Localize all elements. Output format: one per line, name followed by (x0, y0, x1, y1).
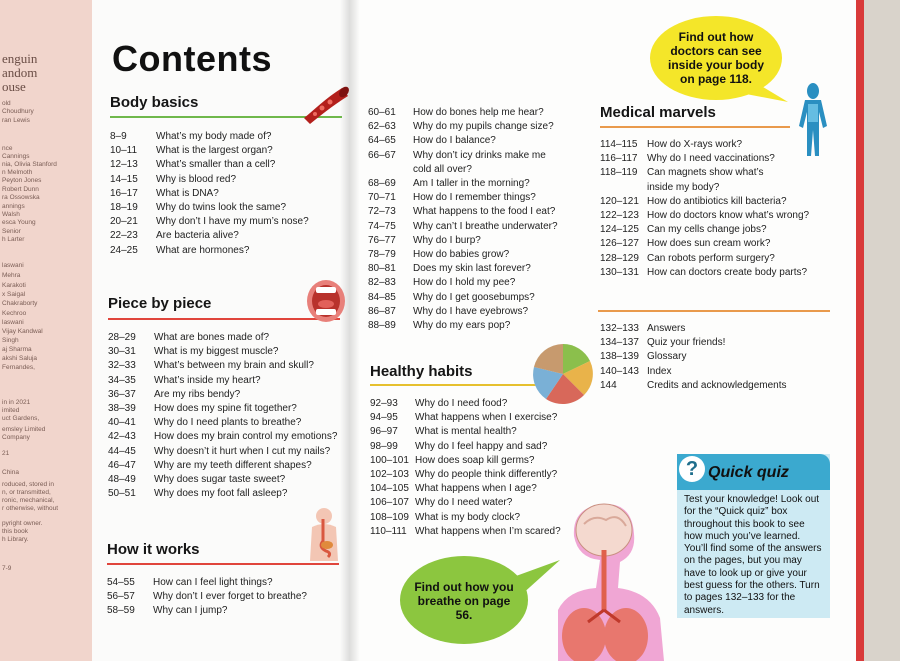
toc-entry (600, 252, 809, 266)
toc-page-number: 56–57 (107, 591, 135, 603)
toc-entry-title: Credits and acknowledgements (647, 379, 787, 391)
table-surface (864, 0, 900, 661)
toc-page-number: 134–137 (600, 337, 639, 349)
toc-entry-title: What happens when I exercise? (415, 412, 558, 424)
toc-entry (600, 336, 787, 350)
toc-entry-title: Why do my pupils change size? (413, 121, 554, 133)
mouth-teeth-icon (305, 278, 347, 324)
toc-page-number: 108–109 (370, 511, 409, 523)
toc-entry-title: Why do I need vaccinations? (647, 153, 775, 165)
toc-entry (108, 416, 337, 430)
toc-page-number: 16–17 (110, 187, 138, 199)
toc-entry (110, 244, 309, 258)
toc-entry-title: How do I remember things? (413, 192, 536, 204)
toc-entry (600, 209, 809, 223)
copyright-line: n, or transmitted, (2, 489, 51, 496)
cover-red-edge (856, 0, 864, 661)
toc-page-number: 76–77 (368, 234, 396, 246)
copyright-line: Walsh (2, 211, 20, 218)
toc-page-number: 88–89 (368, 320, 396, 332)
toc-page-number: 70–71 (368, 192, 396, 204)
toc-entry (110, 229, 309, 243)
toc-page-number: 124–125 (600, 224, 639, 236)
quick-quiz-title: Quick quiz (708, 464, 789, 481)
toc-entry-title: Why don’t I ever forget to breathe? (153, 591, 307, 603)
question-icon: ? (679, 456, 705, 482)
toc-page-number: 64–65 (368, 135, 396, 147)
copyright-line: 21 (2, 450, 10, 457)
toc-entry-title: How do doctors know what’s wrong? (647, 210, 810, 222)
toc-entry (368, 106, 558, 120)
toc-list-how-it-works-continued (368, 106, 558, 333)
toc-entry-title: What happens when I’m scared? (415, 525, 561, 537)
toc-entry-title: Why do I need plants to breathe? (154, 417, 302, 429)
toc-entry-title: Answers (647, 323, 686, 334)
toc-page-number: 130–131 (600, 266, 639, 278)
toc-entry (108, 374, 337, 388)
copyright-line: annings (2, 203, 25, 210)
toc-entry-title: How does sun cream work? (647, 238, 771, 250)
toc-list-medical-marvels (600, 138, 809, 280)
toc-entry-title: Glossary (647, 351, 687, 363)
toc-page-number: 38–39 (108, 403, 136, 415)
toc-page-number: 86–87 (368, 305, 396, 317)
toc-page-number: 118–119 (600, 167, 638, 179)
toc-entry-title: How can doctors create body parts? (647, 266, 808, 278)
toc-page-number: 128–129 (600, 252, 639, 264)
copyright-line: Chakraborty (2, 300, 38, 307)
toc-entry (110, 187, 309, 201)
copyright-line: Karakoti (2, 282, 26, 289)
toc-entry-title: What is DNA? (156, 187, 219, 199)
digestive-body-icon (306, 507, 342, 561)
toc-list-how-it-works (107, 576, 307, 619)
toc-entry-title: Why does my foot fall asleep? (154, 488, 288, 500)
callout-breathe-text: Find out how you breathe on page 56. (414, 580, 514, 622)
toc-entry-title: Why do I burp? (413, 234, 481, 246)
toc-entry (108, 430, 337, 444)
toc-page-number: 50–51 (108, 488, 136, 500)
toc-entry-title: Why can I jump? (153, 605, 228, 617)
copyright-line: this book (2, 528, 29, 535)
publisher-line: enguin (2, 51, 38, 66)
toc-page-number: 10–11 (110, 145, 138, 157)
quick-quiz-text: Test your knowledge! Look out for the “Quick quiz” box throughout this book to see how much you’ve learned. You’ll find some of the answers on the pages, but you may have to look up or give your best guess for the others. Turn to pages 132–133 for the answers. (684, 494, 822, 616)
toc-entry (368, 220, 558, 234)
copyright-line: in in 2021 (2, 399, 31, 406)
toc-entry (368, 305, 558, 319)
toc-entry-title: What’s between my brain and skull? (154, 360, 314, 372)
toc-entry (107, 576, 307, 590)
back-matter-divider (598, 310, 830, 312)
toc-entry-title: How does my brain control my emotions? (154, 431, 338, 443)
section-title-piece-by-piece: Piece by piece (108, 295, 212, 312)
toc-list-piece-by-piece (108, 331, 337, 501)
toc-entry (108, 388, 337, 402)
toc-entry-title: What’s smaller than a cell? (156, 159, 276, 171)
toc-page-number: 20–21 (110, 216, 138, 228)
toc-page-number: 102–103 (370, 469, 409, 481)
toc-entry (108, 459, 337, 473)
copyright-line: Mehra (2, 272, 21, 279)
toc-page-number: 140–143 (600, 365, 639, 377)
toc-page-number: 96–97 (370, 426, 398, 438)
toc-entry-title: What happens to the food I eat? (413, 206, 556, 218)
toc-entry-title: Why is blood red? (156, 173, 237, 185)
copyright-line: Choudhury (2, 108, 34, 115)
toc-entry-title: Why don’t I have my mum’s nose? (156, 216, 309, 228)
copyright-line: h Library. (2, 536, 29, 543)
toc-entry (108, 345, 337, 359)
toc-entry-title: How do antibiotics kill bacteria? (647, 195, 787, 207)
toc-page-number: 58–59 (107, 605, 135, 617)
toc-page-number: 22–23 (110, 230, 138, 242)
copyright-line: Cannings (2, 153, 30, 160)
copyright-line: nce (2, 145, 13, 152)
copyright-line: x Saigal (2, 291, 26, 298)
copyright-line: laswani (2, 319, 24, 326)
toc-entry (368, 177, 558, 191)
toc-page-number: 48–49 (108, 474, 136, 486)
callout-doctors-text: Find out how doctors can see inside your body on page 118. (667, 30, 764, 86)
copyright-line: Senior (2, 228, 21, 235)
toc-entry-title: What are hormones? (156, 244, 250, 256)
toc-entry (600, 266, 809, 280)
toc-entry-title: inside my body? (647, 181, 720, 193)
toc-entry (370, 411, 561, 425)
toc-entry-title: How do babies grow? (413, 249, 510, 261)
toc-entry (600, 350, 787, 364)
toc-entry-title: What’s inside my heart? (154, 374, 261, 386)
toc-page-number: 36–37 (108, 388, 136, 400)
copyright-line: aj Sharma (2, 346, 32, 353)
copyright-line: h Larter (2, 236, 25, 243)
toc-page-number: 100–101 (370, 454, 409, 466)
copyright-line: Robert Dunn (2, 186, 39, 193)
toc-page-number: 8–9 (110, 131, 127, 142)
toc-page-number: 62–63 (368, 121, 396, 133)
toc-entry (108, 473, 337, 487)
toc-page-number: 32–33 (108, 360, 136, 372)
toc-page-number: 54–55 (107, 577, 135, 588)
toc-page-number: 82–83 (368, 277, 396, 289)
toc-page-number: 68–69 (368, 178, 396, 190)
copyright-line: Singh (2, 337, 19, 344)
copyright-line: Fernandes, (2, 364, 35, 371)
toc-page-number: 18–19 (110, 202, 138, 214)
toc-page-number: 78–79 (368, 249, 396, 261)
toc-entry-title: How do bones help me hear? (413, 107, 544, 118)
toc-page-number: 28–29 (108, 332, 136, 343)
toc-page-number: 60–61 (368, 107, 396, 118)
toc-entry-title: Can magnets show what’s (647, 167, 764, 179)
toc-entry (108, 331, 337, 345)
toc-entry-title: Does my skin last forever? (413, 263, 531, 275)
toc-page-number: 94–95 (370, 412, 398, 424)
toc-page-number: 132–133 (600, 323, 639, 334)
toc-entry-title: Index (647, 365, 672, 377)
toc-entry (368, 234, 558, 248)
toc-entry (107, 590, 307, 604)
section-title-medical-marvels: Medical marvels (600, 104, 716, 121)
toc-entry (368, 163, 558, 177)
publisher-line: andom (2, 65, 38, 80)
toc-entry (110, 215, 309, 229)
toc-entry (368, 319, 558, 333)
copyright-line: ran Lewis (2, 117, 30, 124)
toc-list-body-basics (110, 130, 309, 258)
toc-entry-title: Are bacteria alive? (156, 230, 239, 242)
toc-entry-title: What is my body clock? (415, 511, 521, 523)
toc-page-number: 46–47 (108, 459, 136, 471)
toc-entry (108, 402, 337, 416)
toc-entry-title: Why does sugar taste sweet? (154, 474, 286, 486)
copyright-line: r otherwise, without (2, 505, 58, 512)
toc-page-number: 44–45 (108, 445, 136, 457)
toc-entry-title: Why are my teeth different shapes? (154, 459, 312, 471)
blood-vessel-icon (300, 84, 350, 124)
toc-entry-title: How does my spine fit together? (154, 403, 297, 415)
copyright-line: laswani (2, 262, 24, 269)
toc-entry-title: Why can’t I breathe underwater? (413, 220, 558, 232)
toc-page-number: 116–117 (600, 153, 638, 165)
toc-entry (600, 223, 809, 237)
toc-entry-title: What are bones made of? (154, 332, 270, 343)
toc-entry (108, 359, 337, 373)
toc-page-number: 120–121 (600, 195, 639, 207)
copyright-line: akshi Saluja (2, 355, 38, 362)
toc-entry (370, 425, 561, 439)
copyright-page-edge (0, 0, 92, 661)
toc-entry-title: Why do I need food? (415, 398, 508, 409)
toc-entry (110, 144, 309, 158)
copyright-line: n Melmoth (2, 169, 33, 176)
copyright-line: ra Ossowska (2, 194, 40, 201)
toc-page-number: 72–73 (368, 206, 396, 218)
toc-page-number: 114–115 (600, 139, 638, 150)
section-title-healthy-habits: Healthy habits (370, 363, 473, 380)
toc-entry (368, 134, 558, 148)
toc-entry (600, 365, 787, 379)
toc-entry (368, 120, 558, 134)
toc-entry (368, 291, 558, 305)
toc-entry-title: Why do I need water? (415, 497, 513, 509)
toc-entry-title: Am I taller in the morning? (413, 178, 530, 190)
toc-entry-title: Why do I get goosebumps? (413, 291, 535, 303)
copyright-line: 7-9 (2, 565, 12, 572)
toc-entry (370, 482, 561, 496)
copyright-line: uct Gardens, (2, 415, 40, 422)
toc-page-number: 110–111 (370, 525, 407, 537)
toc-page-number: 12–13 (110, 159, 138, 171)
toc-entry (110, 173, 309, 187)
toc-entry-title: Can my cells change jobs? (647, 224, 767, 236)
toc-entry (368, 191, 558, 205)
toc-entry-title: cold all over? (413, 163, 472, 175)
toc-entry (600, 138, 809, 152)
toc-entry-title: What happens when I age? (415, 483, 537, 495)
toc-entry-title: How do I hold my pee? (413, 277, 516, 289)
toc-entry-title: How do I balance? (413, 135, 496, 147)
section-title-how-it-works: How it works (107, 541, 200, 558)
toc-entry-title: How can I feel light things? (153, 577, 273, 588)
toc-entry (600, 181, 809, 195)
toc-page-number: 92–93 (370, 398, 398, 409)
toc-entry (370, 454, 561, 468)
copyright-line: Vijay Kandwal (2, 328, 43, 335)
toc-entry-title: What is the largest organ? (156, 145, 273, 157)
toc-entry (368, 248, 558, 262)
toc-entry-title: Why do I have eyebrows? (413, 305, 529, 317)
toc-entry (600, 195, 809, 209)
publisher-logo-text (2, 52, 37, 94)
toc-entry (110, 158, 309, 172)
toc-page-number: 104–105 (370, 483, 409, 495)
toc-page-number: 30–31 (108, 346, 136, 358)
toc-entry-title: Quiz your friends! (647, 337, 726, 349)
food-plate-icon (532, 343, 594, 405)
toc-page-number: 40–41 (108, 417, 136, 429)
toc-entry (110, 130, 309, 144)
toc-entry-title: What is mental health? (415, 426, 517, 438)
section-underline (107, 563, 339, 565)
toc-entry (600, 379, 787, 393)
publisher-line: ouse (2, 79, 26, 94)
section-underline (600, 126, 790, 128)
toc-page-number: 122–123 (600, 210, 639, 222)
toc-entry (108, 445, 337, 459)
toc-page-number: 74–75 (368, 220, 396, 232)
copyright-line: Company (2, 434, 30, 441)
toc-page-number: 24–25 (110, 244, 138, 256)
toc-entry-title: Can robots perform surgery? (647, 252, 775, 264)
toc-page-number: 34–35 (108, 374, 136, 386)
toc-entry (108, 487, 337, 501)
toc-page-number: 80–81 (368, 263, 396, 275)
toc-entry-title: Why do people think differently? (415, 469, 558, 481)
copyright-line: China (2, 469, 19, 476)
toc-page-number: 98–99 (370, 440, 398, 452)
copyright-line: ronic, mechanical, (2, 497, 55, 504)
toc-entry (600, 322, 787, 336)
toc-entry-title: Why do twins look the same? (156, 202, 287, 214)
toc-page-number: 42–43 (108, 431, 136, 443)
page-title: Contents (112, 38, 272, 79)
toc-page-number: 106–107 (370, 497, 409, 509)
toc-entry-title: Are my ribs bendy? (154, 388, 241, 400)
toc-entry-title: What’s my body made of? (156, 131, 272, 142)
copyright-line: imited (2, 407, 20, 414)
copyright-line: emsley Limited (2, 426, 46, 433)
toc-page-number: 144 (600, 379, 617, 391)
toc-page-number: 126–127 (600, 238, 639, 250)
copyright-line: Peyton Jones (2, 177, 42, 184)
copyright-line: pyright owner. (2, 520, 43, 527)
toc-page-number: 138–139 (600, 351, 639, 363)
toc-entry (368, 276, 558, 290)
toc-entry (370, 440, 561, 454)
copyright-line: Kechroo (2, 310, 27, 317)
toc-entry (600, 237, 809, 251)
toc-list-back-matter (600, 322, 787, 393)
toc-entry (110, 201, 309, 215)
toc-page-number: 66–67 (368, 149, 396, 161)
toc-entry-title: Why don’t icy drinks make me (413, 149, 546, 161)
copyright-line: roduced, stored in (2, 481, 55, 488)
toc-page-number: 14–15 (110, 173, 138, 185)
toc-entry (368, 262, 558, 276)
toc-entry (368, 205, 558, 219)
section-title-body-basics: Body basics (110, 94, 199, 111)
copyright-line: esca Young (2, 219, 36, 226)
toc-entry (107, 604, 307, 618)
copyright-line: old (2, 100, 11, 107)
toc-entry-title: What is my biggest muscle? (154, 346, 279, 358)
toc-entry-title: How does soap kill germs? (415, 454, 535, 466)
toc-entry (368, 149, 558, 163)
toc-entry-title: Why doesn’t it hurt when I cut my nails? (154, 445, 331, 457)
toc-entry (600, 166, 809, 180)
toc-page-number: 84–85 (368, 291, 396, 303)
toc-entry (370, 468, 561, 482)
copyright-line: nia, Olivia Stanford (2, 161, 57, 168)
toc-entry-title: How do X-rays work? (647, 139, 743, 150)
toc-entry (370, 397, 561, 411)
toc-entry-title: Why do my ears pop? (413, 320, 511, 332)
toc-entry (600, 152, 809, 166)
toc-entry-title: Why do I feel happy and sad? (415, 440, 548, 452)
